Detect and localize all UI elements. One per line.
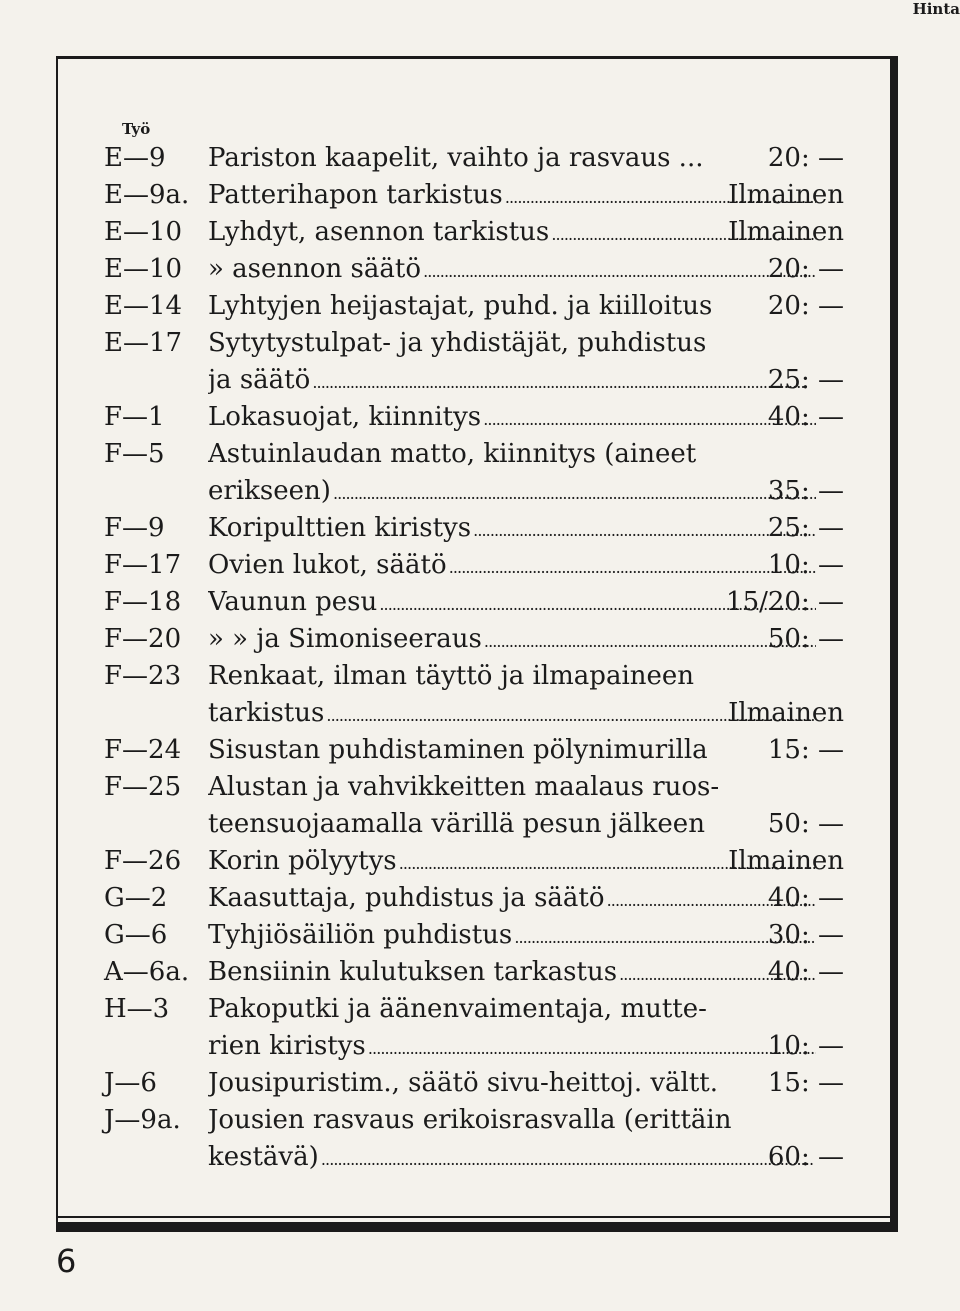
work-description: Ovien lukot, säätö . . . [208, 547, 816, 586]
work-description: Alustan ja vahvikkeitten maalaus ruos- [208, 772, 720, 802]
list-item [104, 177, 844, 214]
list-item [104, 917, 844, 954]
price-list [104, 140, 844, 1176]
work-description: kestävä) . . . [208, 1139, 816, 1178]
work-description: ja säätö . . . [208, 362, 816, 401]
work-code: F—24 [104, 735, 182, 765]
work-description: Pariston kaapelit, vaihto ja rasvaus ... [208, 143, 704, 173]
work-description: Koripulttien kiristys . . . [208, 510, 816, 549]
work-price: 20: — [767, 143, 844, 173]
work-description: » » ja Simoniseeraus . . . [208, 621, 816, 660]
list-item [104, 769, 844, 806]
column-header-work: Työ [122, 120, 151, 138]
work-description: rien kiristys . . . [208, 1028, 816, 1067]
work-code: F—20 [104, 624, 182, 654]
work-price: 50: — [767, 809, 844, 839]
work-price: 10: — [767, 550, 844, 580]
work-price: 20: — [767, 254, 844, 284]
work-description: Bensiinin kulutuksen tarkastus . . . [208, 954, 816, 993]
work-code: F—1 [104, 402, 165, 432]
work-description: erikseen) . . . [208, 473, 816, 512]
list-item [104, 880, 844, 917]
work-code: E—17 [104, 328, 183, 358]
work-price: 25: — [767, 365, 844, 395]
work-price: 25: — [767, 513, 844, 543]
list-item [104, 325, 844, 362]
list-item [104, 658, 844, 695]
work-price: 50: — [767, 624, 844, 654]
list-item [104, 584, 844, 621]
work-description: Renkaat, ilman täyttö ja ilmapaineen [208, 661, 695, 691]
frame-bottom-thin-rule [56, 1216, 898, 1218]
work-description: teensuojaamalla värillä pesun jälkeen [208, 809, 705, 839]
list-item [104, 214, 844, 251]
work-description: Vaunun pesu . . . [208, 584, 816, 623]
work-price: 20: — [767, 291, 844, 321]
list-item [104, 473, 844, 510]
work-code: A—6a. [104, 957, 190, 987]
work-code: J—6 [104, 1068, 157, 1098]
list-item [104, 732, 844, 769]
work-code: F—18 [104, 587, 182, 617]
list-item [104, 362, 844, 399]
work-code: H—3 [104, 994, 170, 1024]
list-item [104, 843, 844, 880]
frame-left-rule [56, 56, 58, 1232]
work-description: » asennon säätö . . . [208, 251, 816, 290]
work-code: F—9 [104, 513, 165, 543]
work-code: E—14 [104, 291, 183, 321]
list-item [104, 1102, 844, 1139]
list-item [104, 547, 844, 584]
list-item [104, 991, 844, 1028]
list-item [104, 1028, 844, 1065]
work-code: E—10 [104, 217, 183, 247]
work-code: F—25 [104, 772, 182, 802]
frame-top-rule [56, 56, 898, 59]
work-code: F—17 [104, 550, 182, 580]
work-price: 30: — [767, 920, 844, 950]
work-description: Sisustan puhdistaminen pölynimurilla [208, 735, 708, 765]
work-price: Ilmainen [728, 698, 844, 728]
work-code: G—6 [104, 920, 168, 950]
work-code: F—23 [104, 661, 182, 691]
work-price: Ilmainen [728, 180, 844, 210]
work-price: 40: — [767, 883, 844, 913]
list-item [104, 399, 844, 436]
list-item [104, 510, 844, 547]
list-item [104, 436, 844, 473]
list-item [104, 288, 844, 325]
work-code: G—2 [104, 883, 168, 913]
work-description: Sytytystulpat- ja yhdistäjät, puhdistus [208, 328, 707, 358]
work-price: 35: — [767, 476, 844, 506]
work-price: 60: — [767, 1142, 844, 1172]
work-code: E—10 [104, 254, 183, 284]
list-item [104, 954, 844, 991]
work-description: Lyhtyjen heijastajat, puhd. ja kiilloitus [208, 291, 713, 321]
list-item [104, 806, 844, 843]
list-item [104, 695, 844, 732]
work-price: 15/20: — [726, 587, 844, 617]
list-item [104, 251, 844, 288]
list-item [104, 621, 844, 658]
work-description: Tyhjiösäiliön puhdistus . . . [208, 917, 816, 956]
work-code: F—5 [104, 439, 165, 469]
list-item [104, 1139, 844, 1176]
work-price: 10: — [767, 1031, 844, 1061]
work-price: 15: — [767, 1068, 844, 1098]
work-code: E—9a. [104, 180, 190, 210]
work-price: Ilmainen [728, 217, 844, 247]
work-description: Astuinlaudan matto, kiinnitys (aineet [208, 439, 697, 469]
frame-right-rule [890, 56, 898, 1232]
work-price: 15: — [767, 735, 844, 765]
work-price: Ilmainen [728, 846, 844, 876]
work-code: J—9a. [104, 1105, 181, 1135]
work-description: Kaasuttaja, puhdistus ja säätö . . . [208, 880, 816, 919]
column-header-price: Hinta [912, 0, 960, 18]
list-item [104, 1065, 844, 1102]
work-price: 40: — [767, 957, 844, 987]
work-price: 40: — [767, 402, 844, 432]
work-description: Korin pölyytys . . . [208, 843, 816, 882]
work-description: Jousipuristim., säätö sivu-heittoj. vältt. [208, 1068, 719, 1098]
work-description: Lokasuojat, kiinnitys . . . [208, 399, 816, 438]
work-description: Lyhdyt, asennon tarkistus . . . [208, 214, 816, 253]
work-description: Pakoputki ja äänenvaimentaja, mutte- [208, 994, 707, 1024]
work-code: E—9 [104, 143, 166, 173]
work-description: tarkistus . . . [208, 695, 816, 734]
work-description: Patterihapon tarkistus . . . [208, 177, 816, 216]
work-code: F—26 [104, 846, 182, 876]
work-description: Jousien rasvaus erikoisrasvalla (erittäin [208, 1105, 732, 1135]
list-item [104, 140, 844, 177]
frame-bottom-rule [56, 1222, 898, 1232]
page-number: 6 [56, 1242, 77, 1280]
